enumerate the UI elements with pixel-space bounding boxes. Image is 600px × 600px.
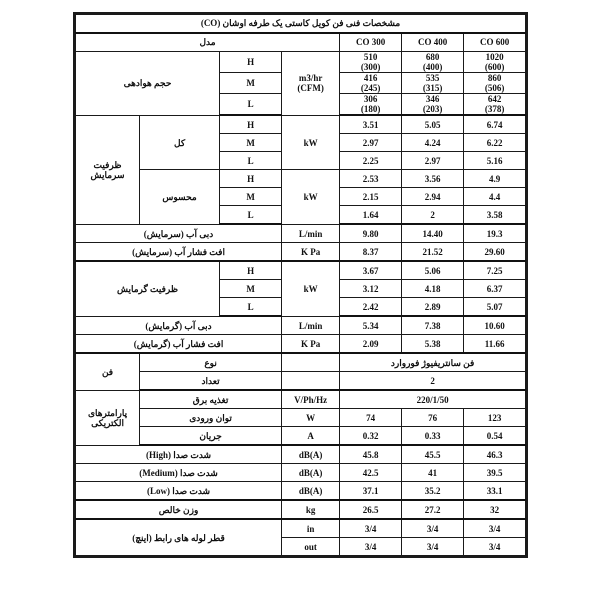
current-unit: A: [282, 427, 340, 446]
noise-high-co600: 46.3: [464, 445, 526, 464]
input-power-label: توان ورودی: [140, 409, 282, 427]
air-volume-h-co300: [340, 52, 402, 73]
air-volume-speed-l: L: [220, 94, 282, 116]
pipe-in-unit: in: [282, 519, 340, 538]
air-volume-m-co600: [464, 73, 526, 94]
water-flow-cooling-co600: 19.3: [464, 224, 526, 243]
table-row: [76, 427, 526, 446]
air-volume-l-co600-cfm: (378): [484, 104, 505, 115]
net-weight-label: وزن خالص: [76, 500, 282, 519]
current-co600: 0.54: [464, 427, 526, 446]
input-power-co400: 76: [402, 409, 464, 427]
model-header-co300: CO 300: [340, 33, 402, 52]
table-row: [76, 390, 526, 409]
heating-speed-h: H: [220, 261, 282, 280]
air-volume-h-co400: [402, 52, 464, 73]
air-volume-m-co300-cfm: (245): [360, 83, 381, 94]
noise-high-co300: 45.8: [340, 445, 402, 464]
table-row: [76, 500, 526, 519]
pipe-in-co300: 3/4: [340, 519, 402, 538]
input-power-unit: W: [282, 409, 340, 427]
water-pressure-drop-heating-unit: K Pa: [282, 335, 340, 354]
table-row: [76, 224, 526, 243]
cooling-sensible-unit: kW: [282, 170, 340, 225]
pipe-in-co400: 3/4: [402, 519, 464, 538]
air-volume-l-co600: [464, 94, 526, 116]
heating-speed-l: L: [220, 298, 282, 317]
cooling-sensible-h-co300: 2.53: [340, 170, 402, 188]
air-volume-unit: [282, 52, 340, 116]
cooling-sensible-m-co600: 4.4: [464, 188, 526, 206]
noise-high-label: شدت صدا (High): [76, 445, 282, 464]
heating-l-co400: 2.89: [402, 298, 464, 317]
air-volume-m-co300-main: 416: [363, 73, 378, 84]
noise-low-label: شدت صدا (Low): [76, 482, 282, 501]
water-flow-heating-label: دبی آب (گرمایش): [76, 316, 282, 335]
water-pressure-drop-heating-co300: 2.09: [340, 335, 402, 354]
current-co300: 0.32: [340, 427, 402, 446]
air-volume-h-co300-cfm: (300): [360, 62, 381, 73]
cooling-sensible-speed-h: H: [220, 170, 282, 188]
fan-label: فن: [76, 353, 140, 390]
water-pressure-drop-cooling-co400: 21.52: [402, 243, 464, 262]
table-row: [76, 482, 526, 501]
heating-m-co300: 3.12: [340, 280, 402, 298]
power-supply-label: تغذیه برق: [140, 390, 282, 409]
heating-l-co600: 5.07: [464, 298, 526, 317]
cooling-total-m-co400: 4.24: [402, 134, 464, 152]
heating-l-co300: 2.42: [340, 298, 402, 317]
noise-low-co600: 33.1: [464, 482, 526, 501]
cooling-total-m-co600: 6.22: [464, 134, 526, 152]
noise-medium-co600: 39.5: [464, 464, 526, 482]
fan-count-label: تعداد: [140, 372, 282, 391]
net-weight-co400: 27.2: [402, 500, 464, 519]
pipe-out-unit: out: [282, 538, 340, 556]
air-volume-l-co400-cfm: (203): [422, 104, 443, 115]
table-row: [76, 353, 526, 372]
air-volume-m-co400: [402, 73, 464, 94]
net-weight-unit: kg: [282, 500, 340, 519]
cooling-total-unit: kW: [282, 115, 340, 170]
air-volume-speed-h: H: [220, 52, 282, 73]
table-row: [76, 170, 526, 188]
table-row: [76, 445, 526, 464]
air-volume-l-co300-cfm: (180): [360, 104, 381, 115]
air-volume-h-co400-main: 680: [425, 52, 440, 62]
cooling-sensible-speed-m: M: [220, 188, 282, 206]
noise-medium-unit: (A)dB: [282, 464, 340, 482]
heating-h-co600: 7.25: [464, 261, 526, 280]
air-volume-m-co600-main: 860: [487, 73, 502, 84]
input-power-co600: 123: [464, 409, 526, 427]
heating-capacity-label: ظرفیت گرمایش: [76, 261, 220, 316]
water-pressure-drop-cooling-co600: 29.60: [464, 243, 526, 262]
power-supply-unit: V/Ph/Hz: [282, 390, 340, 409]
fan-count-unit-empty: [282, 372, 340, 391]
pipe-in-co600: 3/4: [464, 519, 526, 538]
fan-type-label: نوع: [140, 353, 282, 372]
cooling-sensible-h-co400: 3.56: [402, 170, 464, 188]
table-title: مشخصات فنی فن کویل کاستی یک طرفه اوشان (CO): [76, 15, 526, 34]
cooling-sensible-h-co600: 4.9: [464, 170, 526, 188]
water-flow-cooling-co400: 14.40: [402, 224, 464, 243]
water-pressure-drop-heating-co400: 5.38: [402, 335, 464, 354]
air-volume-m-co400-main: 535: [425, 73, 440, 84]
pipe-diameter-label: قطر لوله های رابط (اینچ): [76, 519, 282, 556]
air-volume-l-co400: [402, 94, 464, 116]
cooling-sensible-m-co400: 2.94: [402, 188, 464, 206]
air-volume-h-co600-cfm: (600): [484, 62, 505, 73]
table-row: [76, 316, 526, 335]
air-volume-l-co300: [340, 94, 402, 116]
water-pressure-drop-heating-co600: 11.66: [464, 335, 526, 354]
table-row: [76, 115, 526, 134]
water-pressure-drop-heating-label: افت فشار آب (گرمایش): [76, 335, 282, 354]
table-row: [76, 335, 526, 354]
water-flow-heating-unit: L/min: [282, 316, 340, 335]
noise-low-co300: 37.1: [340, 482, 402, 501]
pipe-out-co600: 3/4: [464, 538, 526, 556]
model-header-co400: CO 400: [402, 33, 464, 52]
cooling-total-h-co400: 5.05: [402, 115, 464, 134]
table-title-row: [76, 15, 526, 34]
table-row: [76, 52, 526, 73]
model-header-label: مدل: [76, 33, 340, 52]
water-flow-heating-co300: 5.34: [340, 316, 402, 335]
cooling-total-l-co600: 5.16: [464, 152, 526, 170]
air-volume-h-co400-cfm: (400): [422, 62, 443, 73]
cooling-sensible-speed-l: L: [220, 206, 282, 225]
water-flow-cooling-label: دبی آب (سرمایش): [76, 224, 282, 243]
cooling-total-speed-l: L: [220, 152, 282, 170]
cooling-capacity-label: ظرفیت سرمایش: [76, 115, 140, 224]
noise-medium-label: شدت صدا (Medium): [76, 464, 282, 482]
cooling-sensible-label: محسوس: [140, 170, 220, 225]
cooling-sensible-l-co300: 1.64: [340, 206, 402, 225]
cooling-sensible-l-co400: 2: [402, 206, 464, 225]
air-volume-m-co600-cfm: (506): [484, 83, 505, 94]
noise-high-co400: 45.5: [402, 445, 464, 464]
water-flow-heating-co600: 10.60: [464, 316, 526, 335]
air-volume-m-co300: [340, 73, 402, 94]
pipe-out-co300: 3/4: [340, 538, 402, 556]
water-flow-cooling-unit: L/min: [282, 224, 340, 243]
heating-h-co300: 3.67: [340, 261, 402, 280]
table-row: [76, 409, 526, 427]
air-volume-h-co300-main: 510: [363, 52, 378, 62]
air-volume-unit-primary: m3/hr: [298, 73, 323, 84]
air-volume-m-co400-cfm: (315): [422, 83, 443, 94]
heating-m-co400: 4.18: [402, 280, 464, 298]
table-row: [76, 519, 526, 538]
heating-h-co400: 5.06: [402, 261, 464, 280]
water-flow-heating-co400: 7.38: [402, 316, 464, 335]
air-volume-h-co600-main: 1020: [485, 52, 504, 62]
net-weight-co600: 32: [464, 500, 526, 519]
fan-type-value: فن سانتریفیوژ فوروارد: [340, 353, 526, 372]
noise-low-unit: (A)dB: [282, 482, 340, 501]
pipe-out-co400: 3/4: [402, 538, 464, 556]
water-pressure-drop-cooling-label: افت فشار آب (سرمایش): [76, 243, 282, 262]
input-power-co300: 74: [340, 409, 402, 427]
air-volume-h-co600: [464, 52, 526, 73]
model-header-co600: CO 600: [464, 33, 526, 52]
cooling-total-m-co300: 2.97: [340, 134, 402, 152]
air-volume-l-co600-main: 642: [487, 94, 502, 105]
heating-unit: kW: [282, 261, 340, 316]
air-volume-unit-secondary: (CFM): [297, 83, 324, 94]
cooling-sensible-m-co300: 2.15: [340, 188, 402, 206]
table-row: [76, 243, 526, 262]
water-flow-cooling-co300: 9.80: [340, 224, 402, 243]
fan-count-value: 2: [340, 372, 526, 391]
cooling-total-h-co600: 6.74: [464, 115, 526, 134]
water-pressure-drop-cooling-unit: K Pa: [282, 243, 340, 262]
heating-speed-m: M: [220, 280, 282, 298]
noise-medium-co400: 41: [402, 464, 464, 482]
cooling-total-speed-h: H: [220, 115, 282, 134]
noise-high-unit: (A)dB: [282, 445, 340, 464]
cooling-total-h-co300: 3.51: [340, 115, 402, 134]
air-volume-label: حجم هوادهی: [76, 52, 220, 116]
air-volume-l-co300-main: 306: [363, 94, 378, 105]
heating-m-co600: 6.37: [464, 280, 526, 298]
cooling-total-l-co400: 2.97: [402, 152, 464, 170]
cooling-total-label: کل: [140, 115, 220, 170]
cooling-sensible-l-co600: 3.58: [464, 206, 526, 225]
table-row: [76, 261, 526, 280]
air-volume-speed-m: M: [220, 73, 282, 94]
cooling-total-l-co300: 2.25: [340, 152, 402, 170]
model-header-row: [76, 33, 526, 52]
table-row: [76, 372, 526, 391]
water-pressure-drop-cooling-co300: 8.37: [340, 243, 402, 262]
noise-low-co400: 35.2: [402, 482, 464, 501]
power-supply-value: 220/1/50: [340, 390, 526, 409]
technical-specification-table: [75, 14, 526, 556]
table-row: [76, 464, 526, 482]
current-co400: 0.33: [402, 427, 464, 446]
electrical-parameters-label: پارامترهای الکتریکی: [76, 390, 140, 445]
net-weight-co300: 26.5: [340, 500, 402, 519]
noise-medium-co300: 42.5: [340, 464, 402, 482]
current-label: جریان: [140, 427, 282, 446]
air-volume-l-co400-main: 346: [425, 94, 440, 105]
cooling-total-speed-m: M: [220, 134, 282, 152]
fan-type-unit-empty: [282, 353, 340, 372]
